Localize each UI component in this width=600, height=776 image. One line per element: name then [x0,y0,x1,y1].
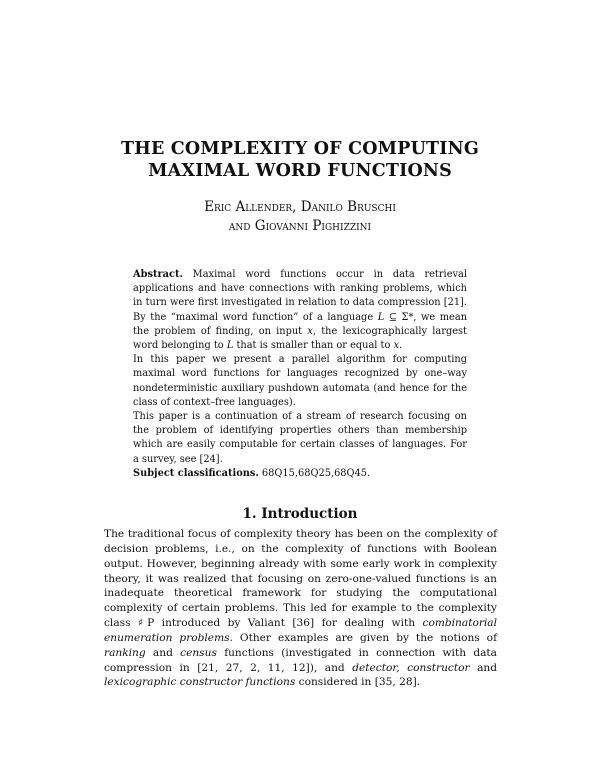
abstract-var-L-2: L [226,340,234,352]
intro-italic-3: census [180,646,217,659]
abstract-label: Abstract. [133,269,183,280]
abstract [133,268,467,481]
introduction-paragraph [104,527,497,690]
intro-text-3: and [145,646,181,659]
abstract-paragraph-1 [133,268,467,353]
intro-text-2: Other examples are given by the notions of [232,631,497,644]
intro-text-1: The traditional focus of complexity theory has been on the complexity of decision problems, i.e., on the complexity of functions with Boolean output. However, beginning already with some early work in complexity theory, it was realized that focusing on zero-one-valued functions is an inadequate theoretical framework for studying the computational complexity of certain problems. This led for example to the complexity class ♯P introduced by Valiant [36] for dealing with [104,528,497,630]
author-list [0,198,600,236]
intro-text-5: and [469,661,497,674]
introduction-text [104,527,497,690]
abstract-text-c: , the lexicographically largest word belonging to [133,325,467,352]
abstract-var-x: x [307,325,313,337]
intro-text-6: considered in [35, 28]. [295,676,421,689]
abstract-var-x-2: x [393,340,400,352]
authors-line-2: and Giovanni Pighizzini [228,218,372,234]
intro-text-4: functions (investigated in connection with data compression in [21, 27, 2, 11, 12]), and [104,646,497,674]
title-line-2: MAXIMAL WORD FUNCTIONS [148,161,452,181]
abstract-text-e: . [399,340,403,352]
abstract-text-a: Maximal word functions occur in data retrieval applications and have connections with ranking problems, which in turn were first investigated in relation to data compression [21]. By the “maximal word function” of a language [133,269,467,323]
abstract-paragraph-2: In this paper we present a parallel algorithm for computing maximal word functions for languages recognized by one–way nondeterministic auxiliary pushdown automata (and hence for the class of context–free languages). [133,354,467,408]
paper-title [0,138,600,182]
intro-italic-5: lexicographic constructor functions [104,676,296,689]
title-line-1: THE COMPLEXITY OF COMPUTING [121,139,479,159]
intro-italic-1: combinatorial enumeration problems. [104,617,497,644]
abstract-text-subset: ⊆ Σ* [384,311,414,323]
abstract-text-b: , we mean the problem of finding, on input [133,311,468,337]
subject-label: Subject classifications. [133,467,259,479]
subject-value: 68Q15,68Q25,68Q45. [261,467,371,479]
authors-line-1: Eric Allender, Danilo Bruschi [204,199,396,215]
intro-italic-4: detector, constructor [352,661,470,674]
subject-classifications [133,467,467,481]
abstract-var-L: L [377,311,385,323]
abstract-paragraph-3: This paper is a continuation of a stream of research focusing on the problem of identifying properties others than membership which are easily computable for certain classes of languages. For a survey, see [24]. [133,411,467,465]
section-heading: 1. Introduction [242,506,358,522]
abstract-text-d: that is smaller than or equal to [233,340,394,352]
intro-italic-2: ranking [104,646,146,659]
